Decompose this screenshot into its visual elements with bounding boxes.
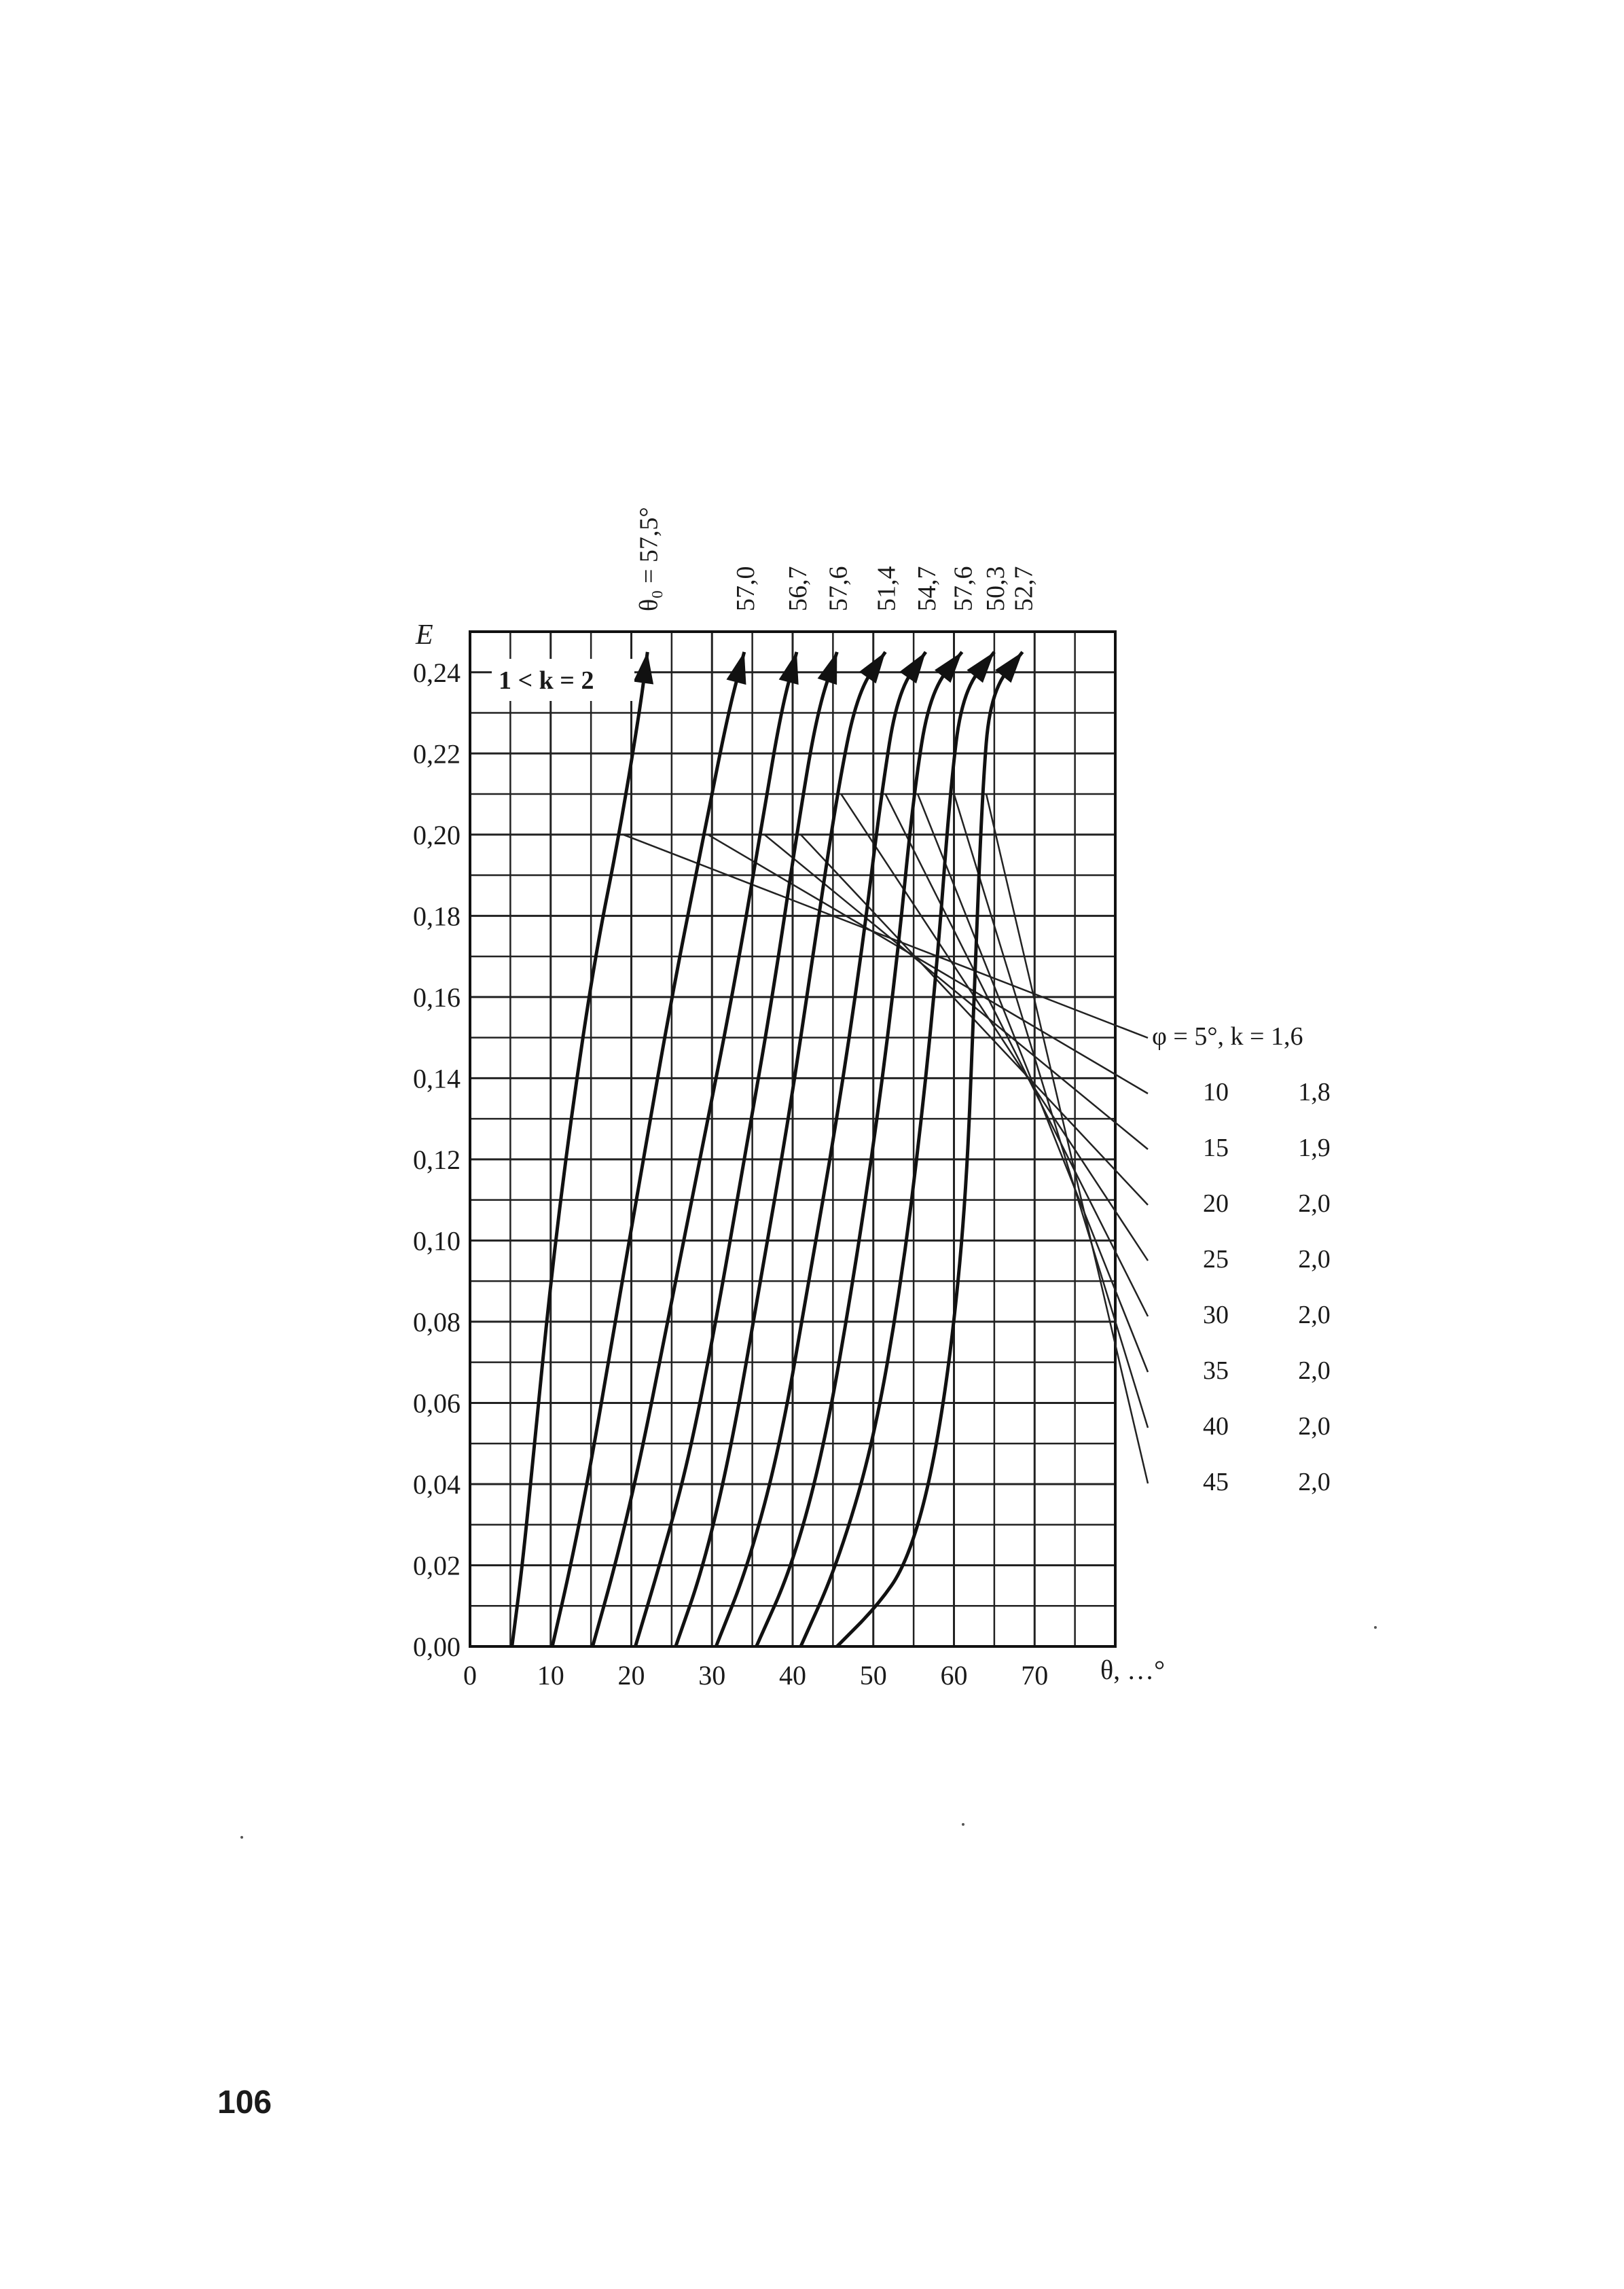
theta0-label: 56,7 — [783, 566, 812, 611]
x-tick-label: 30 — [698, 1660, 726, 1691]
y-axis-title: E — [416, 619, 433, 651]
curve-phi-35 — [757, 652, 962, 1646]
y-tick-label: 0,04 — [413, 1468, 461, 1500]
chart-grid — [470, 632, 1115, 1646]
leader-line-phi-15 — [765, 835, 1149, 1149]
theta0-label: 57,0 — [731, 566, 760, 611]
legend-phi: 45 — [1203, 1468, 1229, 1496]
x-tick-label: 20 — [617, 1660, 645, 1691]
theta0-label: 50,3 — [981, 566, 1010, 611]
legend-k: 1,8 — [1298, 1078, 1331, 1106]
legend-phi: 10 — [1203, 1078, 1229, 1106]
curve-phi-10 — [552, 652, 744, 1646]
y-tick-label: 0,14 — [413, 1063, 461, 1094]
legend-k: 2,0 — [1298, 1468, 1331, 1496]
leader-line-phi-45 — [986, 794, 1148, 1483]
x-tick-label: 10 — [537, 1660, 564, 1691]
x-tick-label: 0 — [463, 1660, 477, 1691]
legend-header: φ = 5°, k = 1,6 — [1152, 1022, 1303, 1051]
curve-phi-5 — [512, 652, 648, 1646]
legend-phi: 20 — [1203, 1189, 1229, 1218]
annotation-k: 1 < k = 2 — [499, 666, 594, 695]
arrowhead-phi-30 — [899, 652, 926, 683]
theta0-label: 57,6 — [949, 566, 978, 611]
theta0-label: 57,6 — [824, 566, 853, 611]
x-tick-label: 60 — [940, 1660, 968, 1691]
curve-labels — [492, 507, 1331, 1496]
x-tick-label: 40 — [779, 1660, 806, 1691]
arrowhead-phi-20 — [818, 652, 837, 685]
arrowhead-phi-10 — [726, 652, 746, 685]
curve-phi-40 — [801, 652, 994, 1646]
y-tick-label: 0,16 — [413, 981, 461, 1013]
theta0-label: 52,7 — [1009, 566, 1039, 611]
y-tick-label: 0,06 — [413, 1388, 461, 1419]
leader-line-phi-30 — [886, 794, 1148, 1316]
y-tick-label: 0,18 — [413, 901, 461, 932]
x-tick-label: 50 — [859, 1660, 887, 1691]
y-tick-label: 0,22 — [413, 738, 461, 770]
x-axis-title: θ, …° — [1100, 1655, 1166, 1685]
scan-speck — [240, 1836, 243, 1839]
scan-speck — [1374, 1626, 1377, 1629]
theta0-label: θ₀ = 57,5° — [634, 507, 664, 611]
legend-phi: 25 — [1203, 1245, 1229, 1274]
theta0-label: 54,7 — [912, 566, 941, 611]
theta0-label: 51,4 — [872, 566, 901, 611]
arrowhead-phi-45 — [995, 652, 1022, 683]
leader-line-phi-40 — [954, 794, 1148, 1428]
legend-k: 1,9 — [1298, 1134, 1331, 1162]
y-tick-label: 0,00 — [413, 1632, 461, 1662]
curves — [512, 652, 1023, 1646]
y-tick-label: 0,10 — [413, 1225, 461, 1257]
y-tick-label: 0,24 — [413, 657, 461, 688]
arrowhead-phi-15 — [779, 652, 799, 685]
arrowhead-phi-40 — [967, 652, 994, 683]
y-tick-label: 0,08 — [413, 1306, 461, 1337]
legend-phi: 35 — [1203, 1356, 1229, 1385]
legend-k: 2,0 — [1298, 1189, 1331, 1218]
legend-phi: 15 — [1203, 1134, 1229, 1162]
axis-ticks — [413, 657, 1048, 1691]
legend-k: 2,0 — [1298, 1301, 1331, 1329]
y-tick-label: 0,20 — [413, 819, 461, 850]
y-tick-label: 0,12 — [413, 1144, 461, 1175]
arrowhead-phi-35 — [935, 652, 962, 683]
scan-speck — [962, 1823, 964, 1826]
x-tick-label: 70 — [1021, 1660, 1049, 1691]
leader-line-phi-5 — [624, 835, 1148, 1038]
legend-k: 2,0 — [1298, 1356, 1331, 1385]
legend-k: 2,0 — [1298, 1412, 1331, 1441]
y-tick-label: 0,02 — [413, 1550, 461, 1581]
arrowhead-phi-5 — [633, 652, 653, 685]
legend-k: 2,0 — [1298, 1245, 1331, 1274]
legend-phi: 30 — [1203, 1301, 1229, 1329]
curve-phi-25 — [676, 652, 886, 1646]
curve-phi-20 — [635, 652, 837, 1646]
page-number: 106 — [217, 2085, 272, 2121]
legend-phi: 40 — [1203, 1412, 1229, 1441]
leader-line-phi-35 — [918, 794, 1148, 1372]
